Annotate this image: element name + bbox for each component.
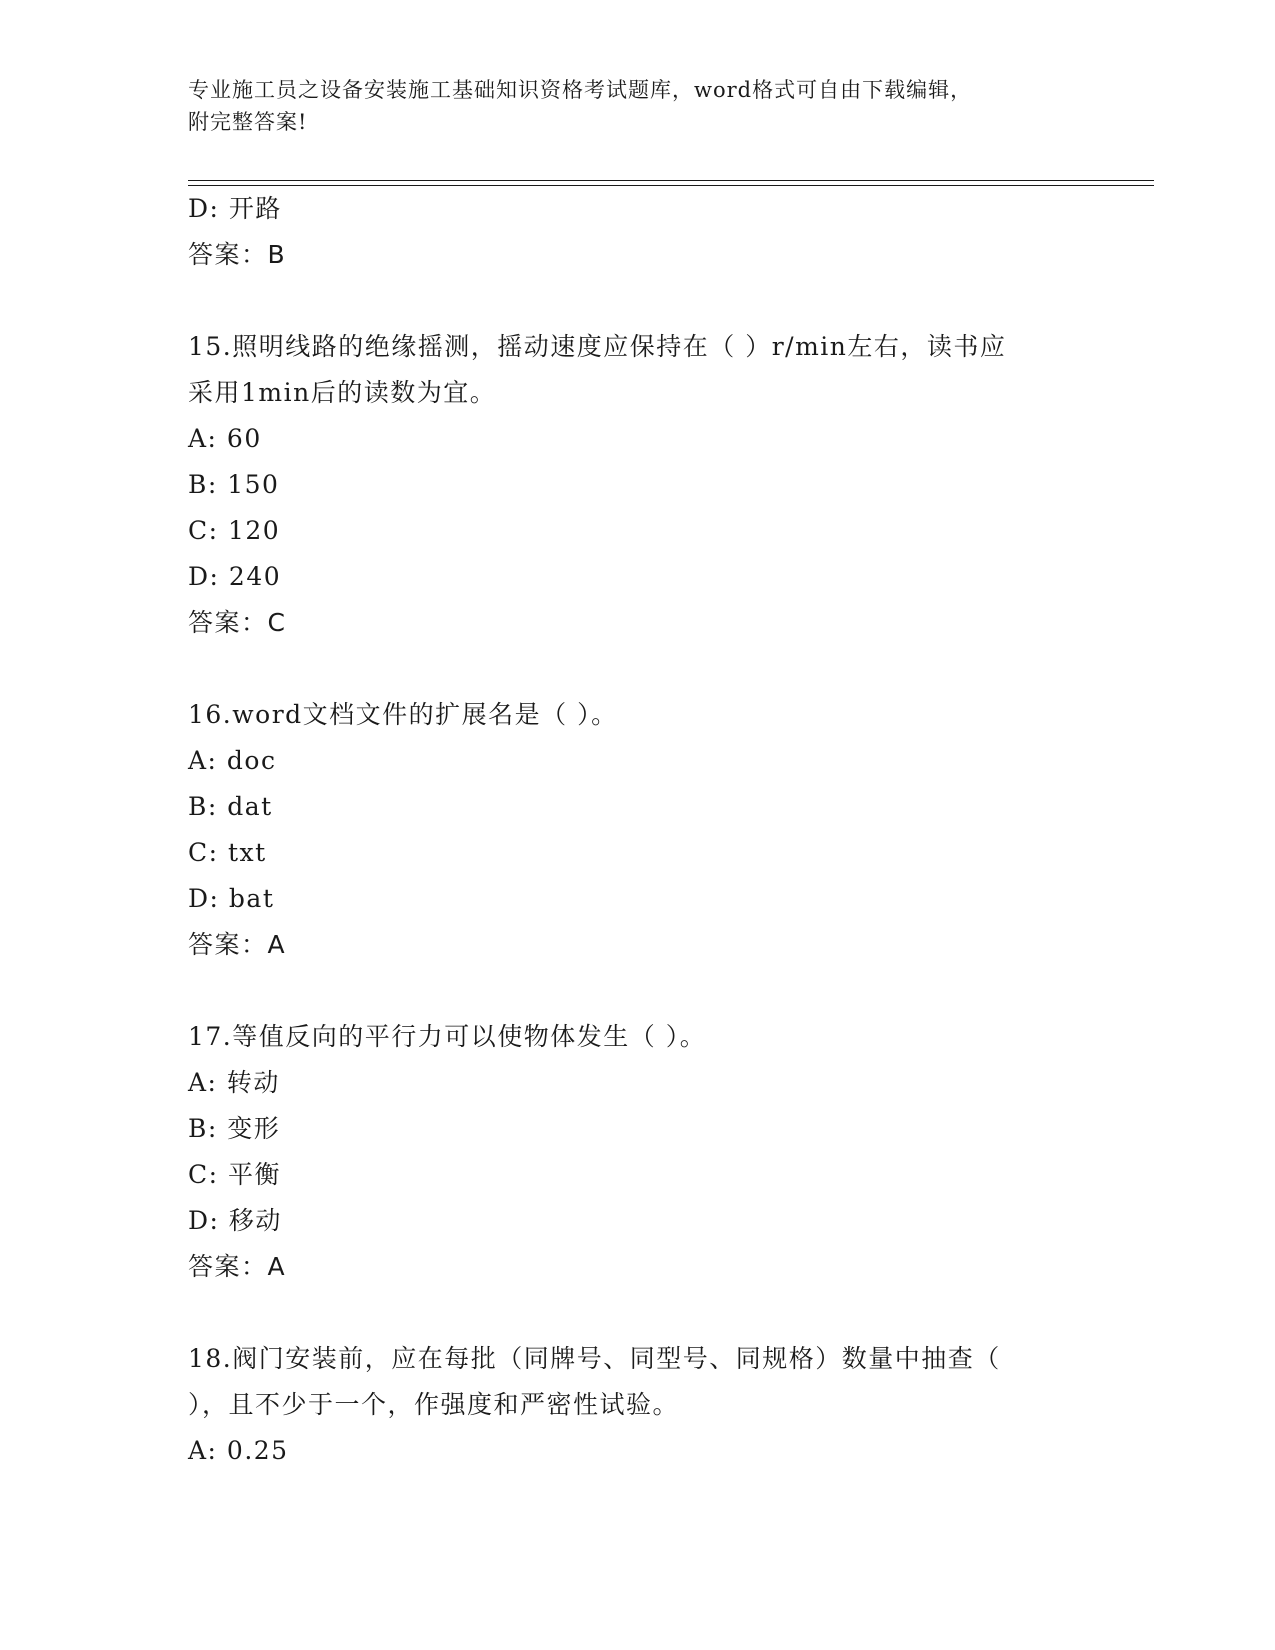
spacer	[188, 1290, 1088, 1336]
question-stem: 15.照明线路的绝缘摇测，摇动速度应保持在（ ）r/min左右，读书应	[188, 332, 1007, 361]
header-line-1: 专业施工员之设备安装施工基础知识资格考试题库，word格式可自由下载编辑，	[188, 78, 973, 102]
question-16	[188, 692, 1088, 968]
option-d: D: 移动	[188, 1206, 282, 1235]
option-b: B: 150	[188, 470, 280, 499]
option-a: A: 转动	[188, 1068, 280, 1097]
option-b: B: dat	[188, 792, 273, 821]
option-c: C: txt	[188, 838, 267, 867]
question-stem: 18.阀门安装前，应在每批（同牌号、同型号、同规格）数量中抽查（	[188, 1344, 1001, 1373]
question-17	[188, 1014, 1088, 1290]
answer-line: 答案：B	[188, 240, 287, 269]
option-c: C: 120	[188, 516, 281, 545]
document-header	[188, 74, 1088, 138]
header-divider-top	[188, 180, 1154, 181]
answer-line: 答案：A	[188, 930, 287, 959]
option-a: A: 0.25	[188, 1436, 289, 1465]
question-stem: 16.word文档文件的扩展名是（ ）。	[188, 700, 618, 729]
question-stem: 17.等值反向的平行力可以使物体发生（ ）。	[188, 1022, 707, 1051]
question-list	[188, 186, 1088, 1474]
option-a: A: doc	[188, 746, 277, 775]
answer-line: 答案：C	[188, 608, 287, 637]
option-c: C: 平衡	[188, 1160, 281, 1189]
option-d: D: 240	[188, 562, 282, 591]
question-stem-continued: 采用1min后的读数为宜。	[188, 378, 497, 407]
question-15	[188, 324, 1088, 646]
option-d: D: 开路	[188, 194, 282, 223]
spacer	[188, 278, 1088, 324]
spacer	[188, 968, 1088, 1014]
option-a: A: 60	[188, 424, 262, 453]
question-18	[188, 1336, 1088, 1474]
answer-line: 答案：A	[188, 1252, 287, 1281]
header-line-2: 附完整答案!	[188, 110, 308, 134]
option-b: B: 变形	[188, 1114, 281, 1143]
option-d: D: bat	[188, 884, 275, 913]
question-stem-continued: ），且不少于一个，作强度和严密性试验。	[188, 1390, 680, 1419]
spacer	[188, 646, 1088, 692]
